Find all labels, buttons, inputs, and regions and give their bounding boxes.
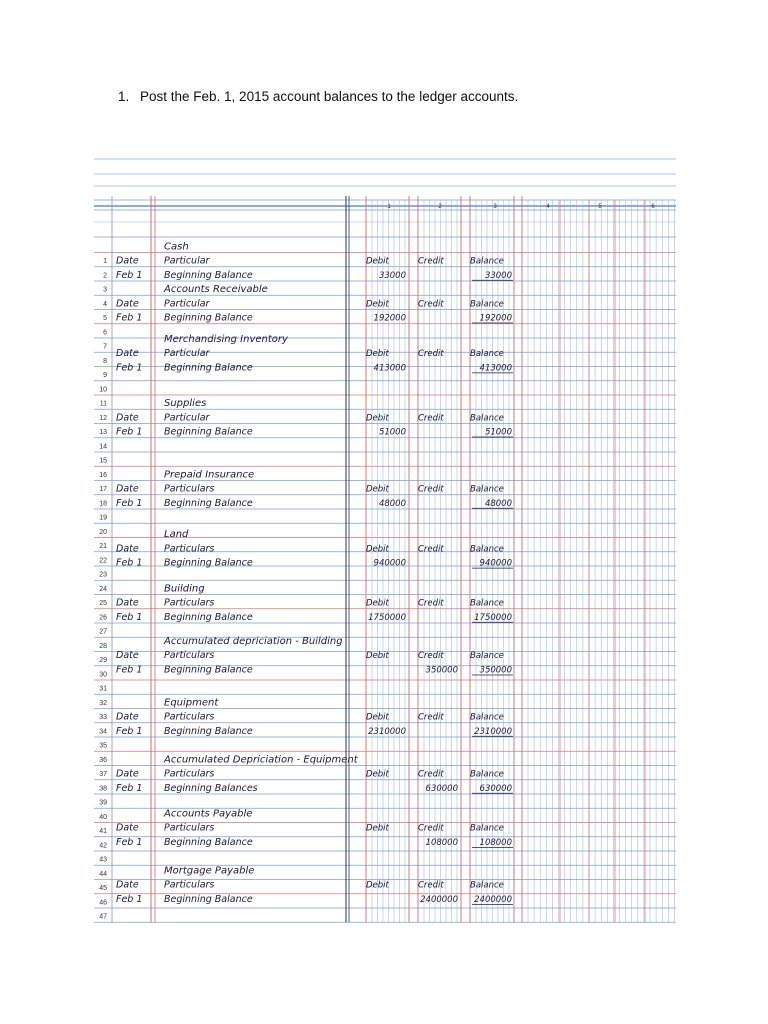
- entry-particular: Beginning Balance: [164, 426, 253, 438]
- entry-date: Feb 1: [116, 782, 143, 794]
- ledger-account: [116, 865, 513, 905]
- row-number: 40: [99, 813, 107, 821]
- row-number: 20: [99, 528, 107, 536]
- entry-date: Feb 1: [116, 836, 143, 848]
- row-number: 15: [99, 457, 107, 465]
- entry-particular: Beginning Balance: [164, 725, 253, 737]
- date-header: Date: [116, 255, 139, 267]
- row-number: 2: [103, 272, 107, 280]
- account-name: Land: [164, 529, 189, 541]
- row-number: 18: [99, 500, 107, 508]
- row-number: 4: [103, 300, 107, 308]
- row-number: 27: [99, 628, 107, 636]
- ledger-account: [116, 754, 513, 794]
- balance-header: Balance: [470, 349, 504, 360]
- date-header: Date: [116, 483, 139, 495]
- ledger-account: [116, 469, 513, 509]
- debit-amount: 192000: [373, 313, 406, 324]
- row-number: 31: [99, 685, 107, 693]
- balance-amount: 108000: [479, 837, 512, 848]
- row-number: 29: [99, 657, 107, 664]
- ledger-entries: [116, 241, 513, 905]
- balance-amount: 192000: [479, 313, 512, 324]
- row-number: 3: [103, 286, 107, 294]
- date-header: Date: [116, 597, 139, 609]
- entry-particular: Beginning Balance: [164, 836, 253, 848]
- column-number: 6: [651, 204, 655, 210]
- balance-amount: 48000: [484, 498, 512, 509]
- account-name: Supplies: [164, 398, 207, 409]
- debit-amount: 51000: [378, 427, 406, 438]
- entry-particular: Beginning Balance: [164, 362, 253, 374]
- debit-amount: 33000: [378, 270, 406, 281]
- ledger-account: [116, 241, 513, 281]
- date-header: Date: [116, 412, 139, 424]
- row-number: 23: [99, 571, 107, 579]
- debit-header: Debit: [366, 598, 389, 609]
- row-number: 22: [99, 557, 107, 565]
- entry-particular: Beginning Balance: [164, 893, 253, 905]
- account-name: Building: [164, 583, 205, 595]
- particular-header: Particulars: [164, 822, 215, 834]
- column-number: 5: [598, 204, 602, 210]
- balance-amount: 2400000: [474, 894, 512, 905]
- ledger-account: [116, 636, 513, 676]
- row-number: 11: [99, 400, 107, 408]
- date-header: Date: [116, 650, 139, 662]
- row-number: 21: [99, 543, 107, 550]
- ledger-account: [116, 583, 513, 623]
- balance-amount: 630000: [479, 783, 512, 794]
- debit-header: Debit: [366, 256, 389, 267]
- row-number: 33: [99, 714, 107, 721]
- row-number: 45: [99, 885, 107, 892]
- entry-date: Feb 1: [116, 725, 143, 737]
- credit-header: Credit: [418, 651, 444, 662]
- balance-header: Balance: [470, 544, 504, 555]
- column-number: 3: [493, 204, 497, 210]
- balance-header: Balance: [470, 823, 504, 834]
- debit-amount: 413000: [373, 363, 406, 374]
- row-number: 26: [99, 614, 107, 622]
- date-header: Date: [116, 768, 139, 780]
- account-name: Accounts Receivable: [164, 284, 268, 295]
- entry-particular: Beginning Balance: [164, 497, 253, 509]
- row-number: 16: [99, 471, 107, 479]
- row-number: 10: [99, 386, 107, 394]
- account-name: Merchandising Inventory: [164, 333, 288, 345]
- particular-header: Particular: [164, 298, 210, 310]
- row-number: 6: [103, 329, 107, 337]
- row-number: 14: [99, 443, 107, 451]
- credit-amount: 108000: [425, 837, 458, 848]
- credit-header: Credit: [418, 769, 444, 780]
- ledger-account: [116, 529, 513, 569]
- column-number: 2: [438, 204, 442, 210]
- date-header: Date: [116, 298, 139, 310]
- balance-header: Balance: [470, 484, 504, 495]
- row-number: 43: [99, 856, 107, 864]
- row-number: 35: [99, 742, 107, 750]
- particular-header: Particular: [164, 348, 210, 360]
- ledger-row-numbers: [99, 258, 107, 921]
- balance-amount: 2310000: [474, 726, 512, 737]
- balance-amount: 1750000: [474, 612, 512, 623]
- debit-header: Debit: [366, 413, 389, 424]
- row-number: 12: [99, 414, 107, 422]
- particular-header: Particulars: [164, 768, 215, 780]
- entry-date: Feb 1: [116, 269, 143, 281]
- account-name: Prepaid Insurance: [164, 469, 255, 481]
- balance-header: Balance: [470, 880, 504, 891]
- row-number: 8: [103, 357, 107, 365]
- date-header: Date: [116, 711, 139, 723]
- balance-amount: 350000: [479, 665, 512, 676]
- credit-header: Credit: [418, 256, 444, 267]
- row-number: 30: [99, 671, 107, 679]
- instruction-text: Post the Feb. 1, 2015 account balances to the ledger accounts.: [140, 89, 519, 104]
- account-name: Accounts Payable: [164, 808, 253, 820]
- balance-amount: 33000: [484, 270, 512, 281]
- entry-particular: Beginning Balance: [164, 269, 253, 281]
- row-number: 9: [103, 372, 107, 379]
- credit-header: Credit: [418, 299, 444, 310]
- balance-amount: 51000: [484, 427, 512, 438]
- debit-header: Debit: [366, 712, 389, 723]
- entry-date: Feb 1: [116, 557, 143, 569]
- entry-date: Feb 1: [116, 426, 143, 438]
- balance-header: Balance: [470, 598, 504, 609]
- particular-header: Particulars: [164, 597, 215, 609]
- row-number: 5: [103, 315, 107, 322]
- balance-amount: 413000: [479, 363, 512, 374]
- debit-header: Debit: [366, 349, 389, 360]
- row-number: 13: [99, 429, 107, 436]
- credit-header: Credit: [418, 880, 444, 891]
- debit-amount: 940000: [373, 558, 406, 569]
- account-name: Accumulated Depriciation - Equipment: [164, 754, 358, 766]
- instruction-number: 1.: [118, 89, 130, 104]
- entry-date: Feb 1: [116, 611, 143, 623]
- account-name: Equipment: [164, 697, 219, 709]
- debit-header: Debit: [366, 484, 389, 495]
- entry-date: Feb 1: [116, 893, 143, 905]
- entry-particular: Beginning Balances: [164, 782, 258, 794]
- credit-header: Credit: [418, 823, 444, 834]
- debit-header: Debit: [366, 769, 389, 780]
- debit-header: Debit: [366, 823, 389, 834]
- particular-header: Particular: [164, 412, 210, 424]
- entry-particular: Beginning Balance: [164, 611, 253, 623]
- ledger-account: [116, 808, 513, 848]
- balance-header: Balance: [470, 769, 504, 780]
- balance-header: Balance: [470, 712, 504, 723]
- credit-header: Credit: [418, 484, 444, 495]
- credit-amount: 2400000: [420, 894, 458, 905]
- date-header: Date: [116, 822, 139, 834]
- balance-amount: 940000: [479, 558, 512, 569]
- debit-amount: 1750000: [368, 612, 406, 623]
- credit-header: Credit: [418, 413, 444, 424]
- date-header: Date: [116, 348, 139, 360]
- credit-header: Credit: [418, 712, 444, 723]
- date-header: Date: [116, 879, 139, 891]
- entry-particular: Beginning Balance: [164, 557, 253, 569]
- row-number: 17: [99, 486, 107, 493]
- particular-header: Particulars: [164, 879, 215, 891]
- credit-header: Credit: [418, 544, 444, 555]
- account-name: Accumulated depriciation - Building: [164, 635, 343, 647]
- column-number: 4: [546, 204, 550, 210]
- entry-date: Feb 1: [116, 664, 143, 676]
- account-name: Cash: [164, 241, 189, 253]
- account-name: Mortgage Payable: [164, 865, 255, 877]
- entry-particular: Beginning Balance: [164, 312, 253, 324]
- date-header: Date: [116, 543, 139, 555]
- credit-amount: 630000: [425, 783, 458, 794]
- row-number: 39: [99, 799, 107, 807]
- particular-header: Particular: [164, 255, 210, 267]
- debit-header: Debit: [366, 651, 389, 662]
- row-number: 7: [103, 343, 107, 351]
- entry-date: Feb 1: [116, 312, 143, 324]
- credit-amount: 350000: [425, 665, 458, 676]
- particular-header: Particulars: [164, 543, 215, 555]
- row-number: 47: [99, 913, 107, 921]
- credit-header: Credit: [418, 349, 444, 360]
- credit-header: Credit: [418, 598, 444, 609]
- balance-header: Balance: [470, 299, 504, 310]
- row-number: 44: [99, 870, 107, 878]
- ledger-account: [116, 334, 513, 374]
- row-number: 25: [99, 600, 107, 607]
- row-number: 34: [99, 728, 107, 736]
- debit-amount: 48000: [378, 498, 406, 509]
- ledger-account: [116, 398, 513, 438]
- row-number: 28: [99, 642, 107, 650]
- balance-header: Balance: [470, 413, 504, 424]
- entry-particular: Beginning Balance: [164, 664, 253, 676]
- particular-header: Particulars: [164, 711, 215, 723]
- debit-amount: 2310000: [368, 726, 406, 737]
- particular-header: Particulars: [164, 483, 215, 495]
- row-number: 38: [99, 785, 107, 793]
- row-number: 1: [103, 258, 107, 265]
- row-number: 42: [99, 842, 107, 850]
- debit-header: Debit: [366, 880, 389, 891]
- row-number: 36: [99, 756, 107, 764]
- ledger-account: [116, 697, 513, 737]
- ledger-account: [116, 284, 513, 324]
- balance-header: Balance: [470, 256, 504, 267]
- debit-header: Debit: [366, 544, 389, 555]
- row-number: 24: [99, 585, 107, 593]
- entry-date: Feb 1: [116, 497, 143, 509]
- balance-header: Balance: [470, 651, 504, 662]
- entry-date: Feb 1: [116, 362, 143, 374]
- particular-header: Particulars: [164, 650, 215, 662]
- row-number: 46: [99, 899, 107, 907]
- row-number: 32: [99, 699, 107, 707]
- debit-header: Debit: [366, 299, 389, 310]
- row-number: 41: [99, 828, 107, 835]
- row-number: 37: [99, 771, 107, 778]
- row-number: 19: [99, 514, 107, 522]
- column-number: 1: [387, 204, 391, 210]
